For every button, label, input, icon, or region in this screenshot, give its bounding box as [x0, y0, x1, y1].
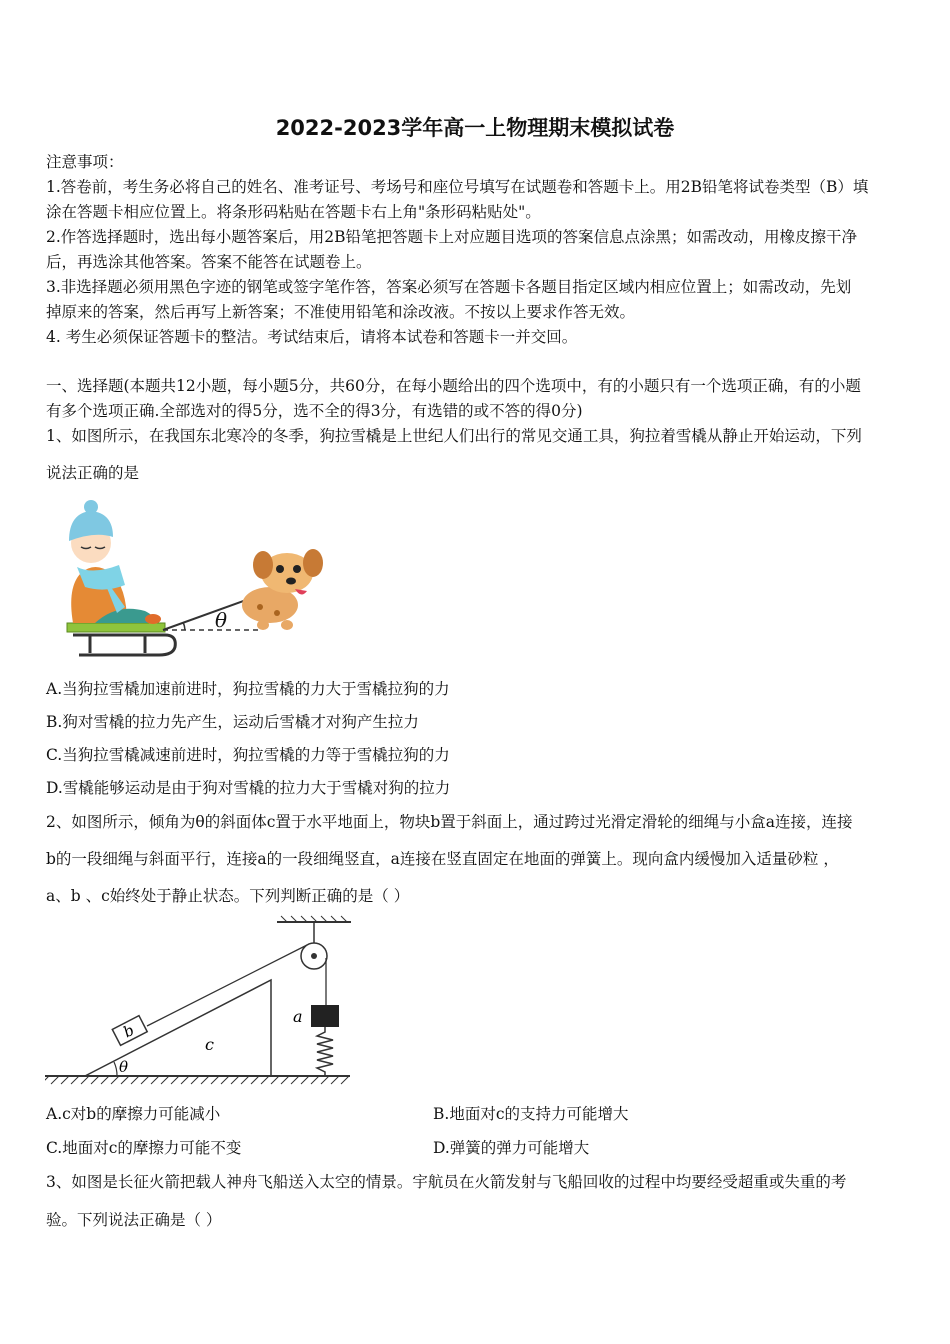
theta-label: θ [119, 1058, 129, 1076]
q1-option-d: D.雪橇能够运动是由于狗对雪橇的拉力大于雪橇对狗的拉力 [46, 779, 451, 797]
q1-option-c: C.当狗拉雪橇减速前进时，狗拉雪橇的力等于雪橇拉狗的力 [46, 746, 450, 764]
page-title: 2022-2023学年高一上物理期末模拟试卷 [275, 116, 675, 140]
notice-line: 后，再选涂其他答案。答案不能答在试题卷上。 [46, 253, 372, 271]
incline-c [85, 980, 271, 1076]
q2-figure-incline-pulley [45, 912, 365, 1092]
q3-stem: 3、如图是长征火箭把载人神舟飞船送入太空的情景。宇航员在火箭发射与飞船回收的过程中均要经受超重或失重的考 [46, 1173, 847, 1191]
q2-stem: b的一段细绳与斜面平行，连接a的一段细绳竖直，a连接在竖直固定在地面的弹簧上。现向盒内缓慢加入适量砂粒 ， [46, 850, 839, 868]
svg-text:b: b [120, 1020, 138, 1042]
q2-stem: a、b 、c始终处于静止状态。下列判断正确的是（ ） [46, 887, 410, 905]
notice-line: 1.答卷前，考生务必将自己的姓名、准考证号、考场号和座位号填写在试题卷和答题卡上。用2B铅笔将试卷类型（B）填 [46, 178, 869, 196]
section-heading: 有多个选项正确.全部选对的得5分，选不全的得3分，有选错的或不答的得0分) [46, 402, 583, 420]
q1-option-b: B.狗对雪橇的拉力先产生，运动后雪橇才对狗产生拉力 [46, 713, 419, 731]
box-a [311, 1005, 339, 1027]
q3-stem: 验。下列说法正确是（ ） [46, 1211, 222, 1229]
a-label: a [293, 1007, 303, 1026]
child-icon [69, 500, 161, 624]
sled-icon [67, 623, 175, 655]
q1-stem: 1、如图所示，在我国东北寒冷的冬季，狗拉雪橇是上世纪人们出行的常见交通工具，狗拉着雪橇从静止开始运动，下列 [46, 427, 862, 445]
section-heading: 一、选择题(本题共12小题，每小题5分，共60分，在每小题给出的四个选项中，有的小题只有一个选项正确，有的小题 [46, 377, 861, 395]
q2-option-b: B.地面对c的支持力可能增大 [433, 1105, 629, 1123]
notice-line: 4. 考生必须保证答题卡的整洁。考试结束后，请将本试卷和答题卡一并交回。 [46, 328, 578, 346]
spring-icon [317, 1027, 333, 1076]
notice-line: 3.非选择题必须用黑色字迹的钢笔或签字笔作答，答案必须写在答题卡各题目指定区域内相应位置上；如需改动，先划 [46, 278, 852, 296]
q2-option-d: D.弹簧的弹力可能增大 [433, 1139, 590, 1157]
notice-line: 涂在答题卡相应位置上。将条形码粘贴在答题卡右上角"条形码粘贴处"。 [46, 203, 541, 221]
q1-option-a: A.当狗拉雪橇加速前进时，狗拉雪橇的力大于雪橇拉狗的力 [46, 680, 450, 698]
notice-heading: 注意事项： [46, 153, 124, 171]
q1-theta-label: θ [215, 608, 228, 632]
q1-figure-sled-dog [55, 495, 325, 665]
q1-stem: 说法正确的是 [46, 464, 140, 482]
q2-stem: 2、如图所示，倾角为θ的斜面体c置于水平地面上，物块b置于斜面上，通过跨过光滑定滑轮的细绳与小盒a连接，连接 [46, 813, 853, 831]
dog-icon [242, 549, 323, 630]
block-b [112, 1016, 147, 1046]
q2-option-c: C.地面对c的摩擦力可能不变 [46, 1139, 242, 1157]
c-label: c [205, 1035, 214, 1054]
notice-line: 掉原来的答案，然后再写上新答案；不准使用铅笔和涂改液。不按以上要求作答无效。 [46, 303, 636, 321]
notice-line: 2.作答选择题时，选出每小题答案后，用2B铅笔把答题卡上对应题目选项的答案信息点涂黑；如需改动，用橡皮擦干净 [46, 228, 858, 246]
q2-option-a: A.c对b的摩擦力可能减小 [46, 1105, 221, 1123]
